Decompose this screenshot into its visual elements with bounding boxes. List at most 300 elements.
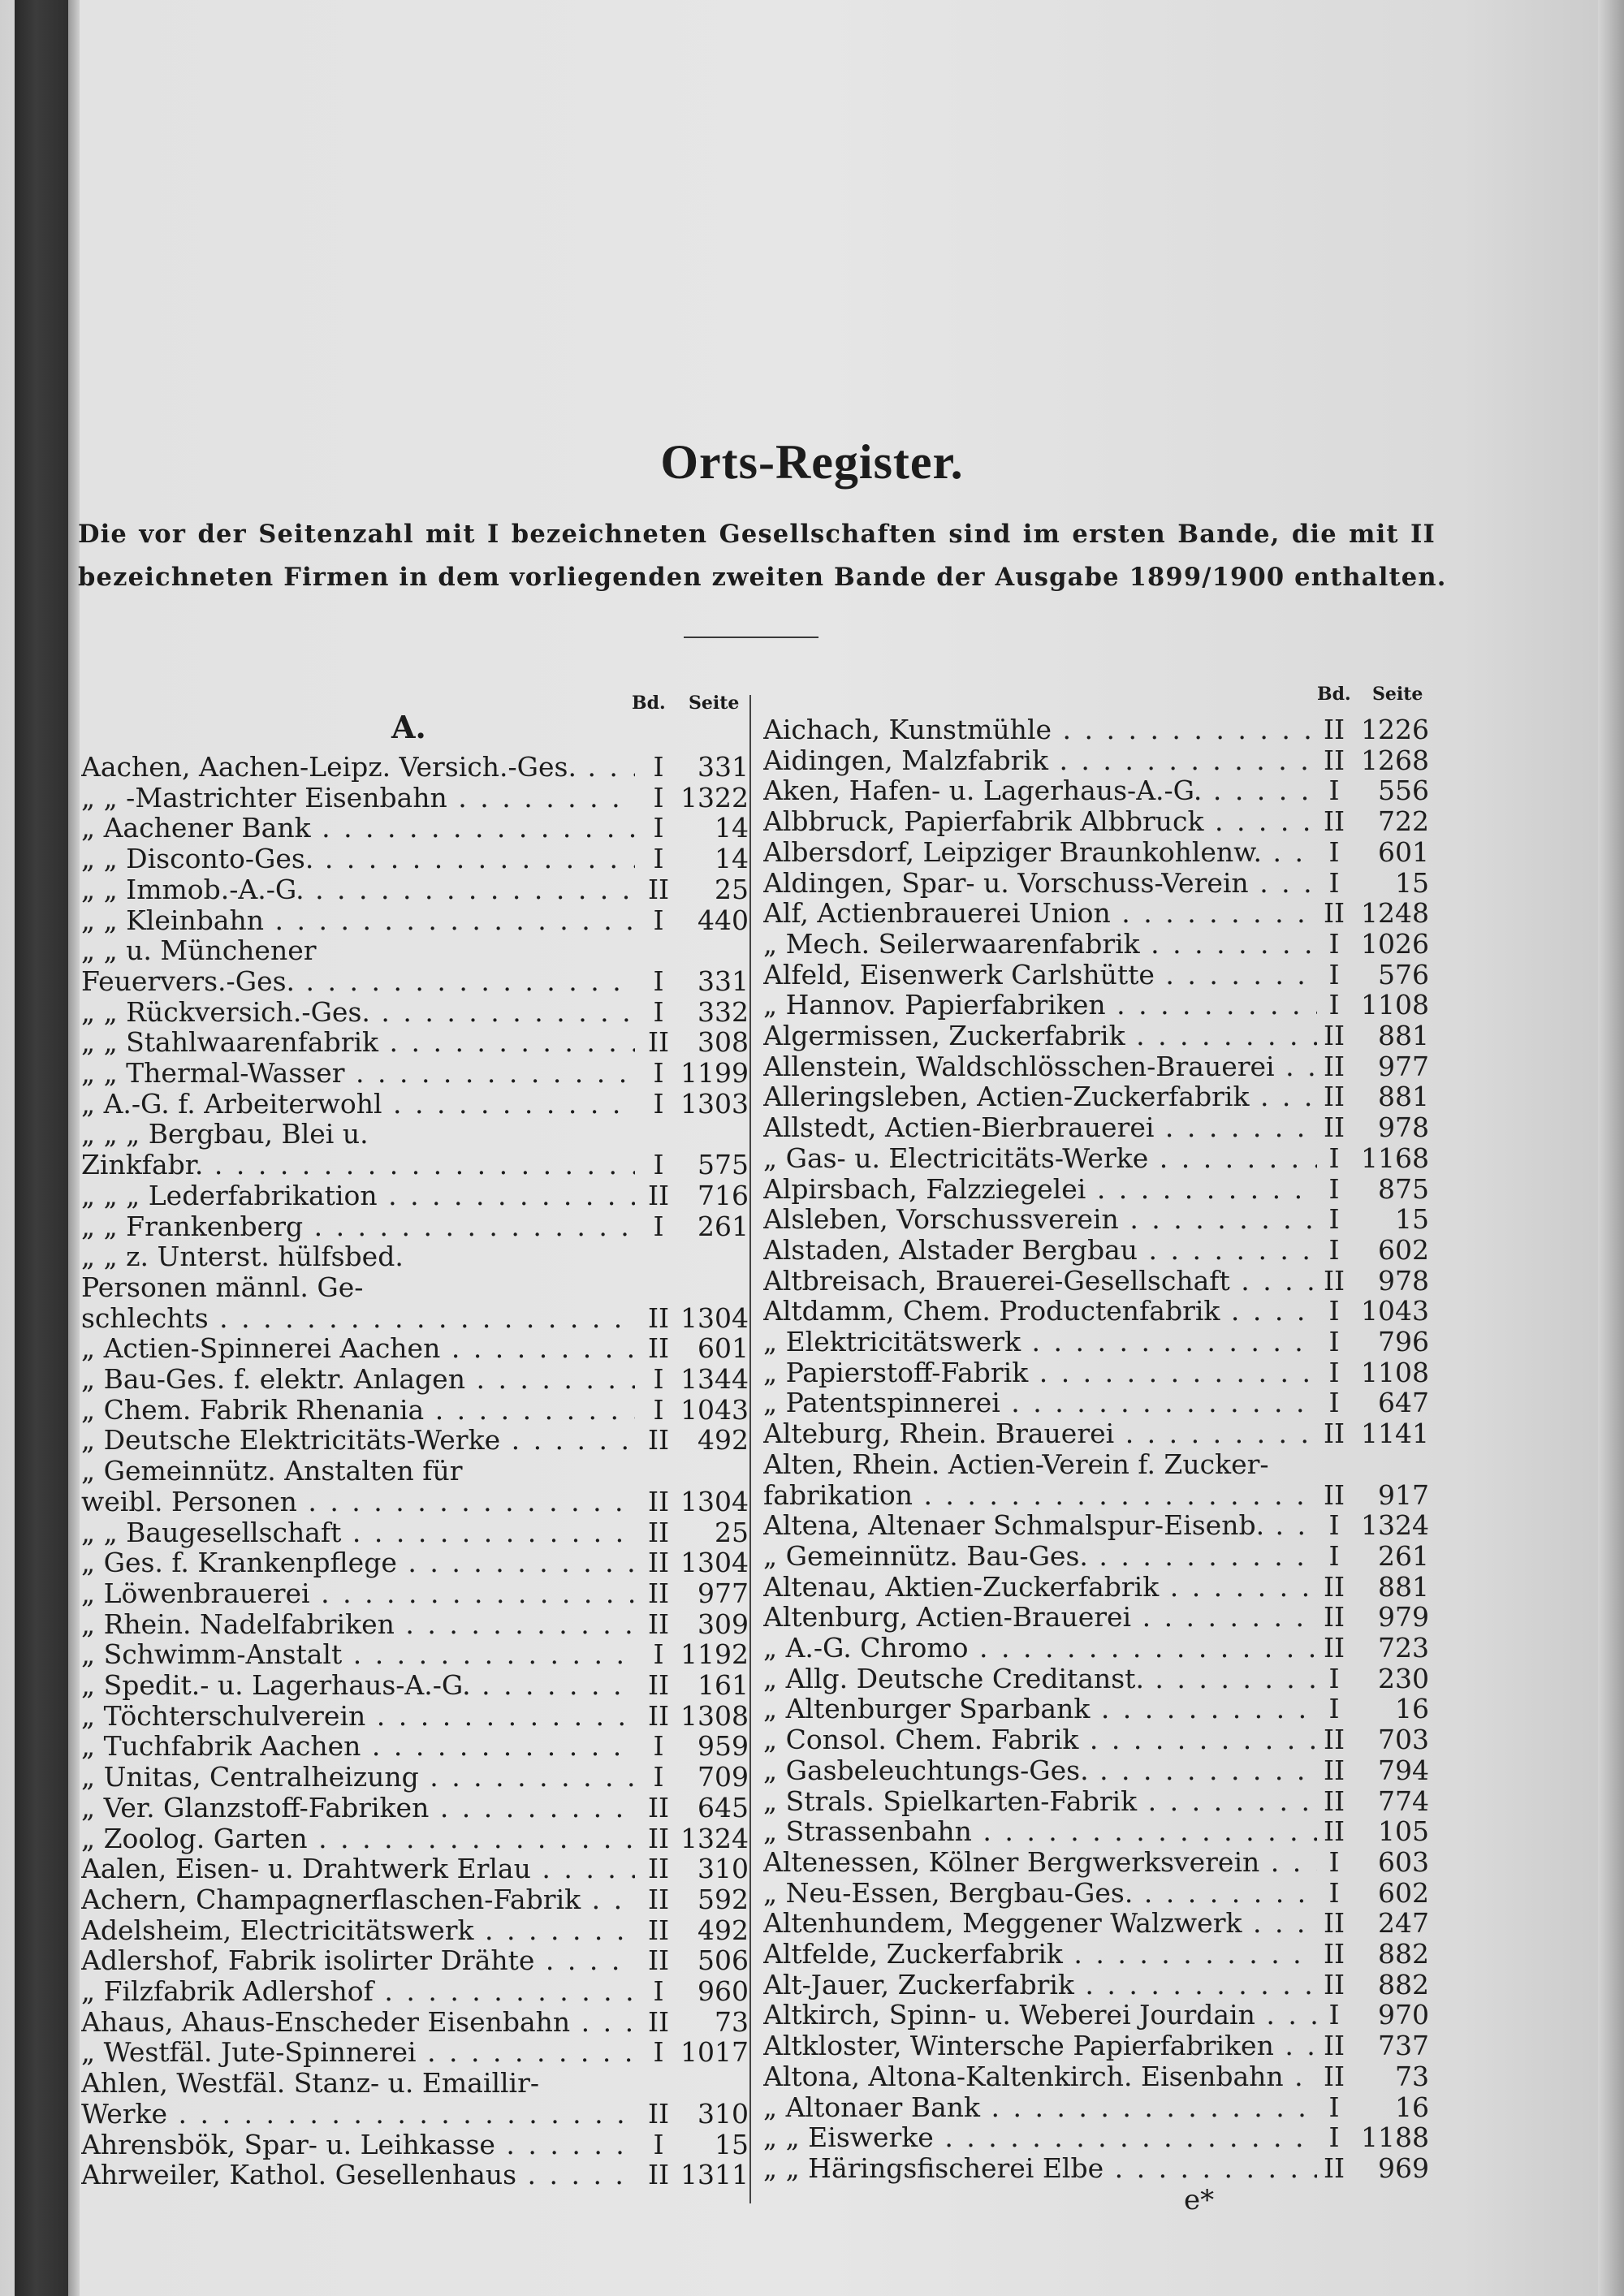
- entry-page: 1192: [680, 1638, 749, 1671]
- entry-volume: I: [1328, 958, 1340, 990]
- register-entry: [763, 1939, 1429, 1970]
- entry-page: 15: [715, 2128, 749, 2160]
- entry-name: Allstedt, Actien-Bierbrauerei . . .: [763, 1112, 1317, 1143]
- entry-name: Alteburg, Rhein. Brauerei . . .: [763, 1418, 1317, 1449]
- register-entry: [763, 714, 1429, 745]
- entry-page: 709: [698, 1761, 749, 1793]
- entry-volume: II: [1323, 1020, 1345, 1051]
- register-entry: [81, 1456, 749, 1487]
- entry-volume: II: [647, 1944, 670, 1977]
- entry-volume: I: [653, 1057, 664, 1089]
- entry-page: 16: [1395, 2091, 1429, 2123]
- entry-name: Aidingen, Malzfabrik . . .: [763, 745, 1317, 776]
- entry-page: 25: [715, 1516, 749, 1548]
- entry-volume: II: [1323, 1081, 1345, 1113]
- entry-page: 14: [715, 843, 749, 875]
- entry-volume: II: [1323, 2030, 1345, 2062]
- entry-name: „ Hannov. Papierfabriken . . .: [763, 990, 1317, 1021]
- register-entry: [763, 929, 1429, 960]
- register-entry: [81, 1915, 749, 1946]
- register-entry: [763, 1327, 1429, 1357]
- register-entry: [763, 1143, 1429, 1174]
- entry-name: Feuervers.-Ges. . . .: [81, 966, 635, 997]
- register-entry: [763, 1908, 1429, 1939]
- entry-volume: I: [1328, 1142, 1340, 1174]
- entry-name: Alleringsleben, Actien-Zuckerfabrik . . .: [763, 1081, 1317, 1112]
- entry-volume: II: [647, 2097, 670, 2130]
- entry-name: „ Tuchfabrik Aachen . . .: [81, 1731, 635, 1762]
- entry-volume: I: [1328, 927, 1340, 960]
- register-entry: [763, 1724, 1429, 1755]
- entry-name: „ Aachener Bank . . .: [81, 813, 635, 844]
- entry-volume: I: [653, 843, 664, 875]
- entry-name: Alsleben, Vorschussverein . . .: [763, 1204, 1317, 1235]
- register-entry: [763, 1755, 1429, 1786]
- entry-name: Altenhundem, Meggener Walzwerk . . .: [763, 1908, 1317, 1939]
- entry-page: 960: [698, 1975, 749, 2007]
- register-entry: [81, 1793, 749, 1823]
- entry-volume: I: [1328, 1172, 1340, 1205]
- entry-page: 1268: [1361, 744, 1429, 776]
- entry-page: 576: [1378, 958, 1429, 990]
- entry-volume: II: [1323, 1907, 1345, 1940]
- book-binding: [15, 0, 68, 2296]
- entry-page: 309: [698, 1608, 749, 1640]
- entry-name: „ „ Thermal-Wasser . . .: [81, 1058, 635, 1089]
- entry-page: 1304: [680, 1547, 749, 1579]
- register-entry: [81, 1180, 749, 1211]
- register-entry: [763, 2092, 1429, 2123]
- entry-volume: I: [1328, 2121, 1340, 2154]
- entry-name: Zinkfabr. . . .: [81, 1150, 635, 1180]
- entry-name: „ Chem. Fabrik Rhenania . . .: [81, 1395, 635, 1426]
- entry-volume: I: [1328, 2091, 1340, 2123]
- register-entry: [763, 2122, 1429, 2153]
- entry-page: 230: [1378, 1662, 1429, 1694]
- entry-page: 1043: [680, 1393, 749, 1426]
- register-entry: [81, 1578, 749, 1609]
- entry-volume: II: [1323, 2151, 1345, 2184]
- entry-page: 161: [698, 1669, 749, 1701]
- entry-page: 716: [698, 1179, 749, 1211]
- entry-page: 1304: [680, 1485, 749, 1517]
- entry-name: „ Löwenbrauerei . . .: [81, 1578, 635, 1609]
- entry-volume: II: [647, 1853, 670, 1885]
- right-header-seite: Seite: [1372, 684, 1423, 705]
- page-title: Orts-Register.: [660, 435, 964, 489]
- entry-volume: I: [653, 1087, 664, 1120]
- register-entry: [763, 1418, 1429, 1449]
- column-divider: [749, 695, 751, 2203]
- entry-page: 332: [698, 995, 749, 1028]
- entry-page: 917: [1378, 1478, 1429, 1511]
- register-entry: [763, 1510, 1429, 1541]
- register-entry: [81, 1364, 749, 1395]
- register-entry: [763, 1633, 1429, 1664]
- entry-page: 1304: [680, 1301, 749, 1334]
- register-entry: [763, 1878, 1429, 1909]
- entry-name: „ Patentspinnerei . . .: [763, 1388, 1317, 1418]
- entry-name: Altenau, Aktien-Zuckerfabrik . . .: [763, 1572, 1317, 1603]
- entry-page: 247: [1378, 1907, 1429, 1940]
- entry-name: „ Deutsche Elektricitäts-Werke . . .: [81, 1425, 635, 1456]
- entry-name: Alstaden, Alstader Bergbau . . .: [763, 1235, 1317, 1266]
- entry-name: „ Actien-Spinnerei Aachen . . .: [81, 1333, 635, 1364]
- entry-volume: II: [647, 1669, 670, 1701]
- entry-name: „ Zoolog. Garten . . .: [81, 1823, 635, 1854]
- entry-name: „ Unitas, Centralheizung . . .: [81, 1762, 635, 1793]
- entry-volume: II: [1323, 1050, 1345, 1082]
- entry-name: „ Rhein. Nadelfabriken . . .: [81, 1609, 635, 1640]
- register-entry: [81, 2007, 749, 2038]
- entry-volume: II: [1323, 1111, 1345, 1144]
- entry-page: 602: [1378, 1233, 1429, 1266]
- register-entry: [763, 745, 1429, 776]
- entry-volume: I: [653, 1393, 664, 1426]
- entry-page: 1311: [680, 2159, 749, 2191]
- entry-page: 73: [715, 2005, 749, 2038]
- register-entry: [81, 1395, 749, 1426]
- register-entry: [763, 2031, 1429, 2061]
- title-rule: [684, 637, 818, 638]
- register-entry: [81, 1487, 749, 1517]
- entry-volume: II: [647, 1424, 670, 1457]
- entry-volume: I: [653, 995, 664, 1028]
- entry-volume: I: [1328, 1356, 1340, 1388]
- register-entry: [763, 2061, 1429, 2092]
- entry-volume: I: [653, 1210, 664, 1242]
- entry-name: Altenburg, Actien-Brauerei . . .: [763, 1602, 1317, 1633]
- entry-page: 25: [715, 873, 749, 905]
- entry-name: Algermissen, Zuckerfabrik . . .: [763, 1021, 1317, 1051]
- entry-volume: I: [653, 1363, 664, 1395]
- entry-name: Altona, Altona-Kaltenkirch. Eisenbahn . . .: [763, 2061, 1317, 2092]
- register-entry: [763, 1449, 1429, 1480]
- entry-name: „ „ „ Lederfabrikation . . .: [81, 1180, 635, 1211]
- register-entry: [81, 1670, 749, 1701]
- entry-name: Altkloster, Wintersche Papierfabriken . . .: [763, 2031, 1317, 2061]
- intro-line-2: bezeichneten Firmen in dem vorliegenden zweiten Bande der Ausgabe 1899/1900 enthalten.: [78, 563, 1447, 592]
- entry-volume: I: [1328, 1662, 1340, 1694]
- entry-page: 970: [1378, 1999, 1429, 2031]
- entry-page: 601: [1378, 835, 1429, 868]
- register-entry: [81, 1701, 749, 1732]
- entry-name: „ „ Eiswerke . . .: [763, 2122, 1317, 2153]
- entry-page: 261: [1378, 1539, 1429, 1572]
- entry-name: Alfeld, Eisenwerk Carlshütte . . .: [763, 960, 1317, 990]
- entry-page: 881: [1378, 1570, 1429, 1603]
- entry-name: „ „ -Mastrichter Eisenbahn . . .: [81, 783, 635, 814]
- entry-volume: I: [653, 1149, 664, 1181]
- entry-name: fabrikation . . .: [763, 1480, 1317, 1511]
- entry-name: „ „ „ Bergbau, Blei u.: [81, 1119, 369, 1150]
- entry-name: „ Westfäl. Jute-Spinnerei . . .: [81, 2037, 635, 2068]
- entry-volume: I: [1328, 1203, 1340, 1236]
- entry-page: 1303: [680, 1087, 749, 1120]
- entry-page: 1168: [1361, 1142, 1429, 1174]
- entry-page: 492: [698, 1424, 749, 1457]
- entry-page: 1141: [1361, 1418, 1429, 1450]
- entry-name: „ Allg. Deutsche Creditanst. . . .: [763, 1664, 1317, 1694]
- entry-volume: II: [1323, 2060, 1345, 2092]
- entry-name: Aachen, Aachen-Leipz. Versich.-Ges. . . .: [81, 752, 635, 783]
- register-entry: [763, 1204, 1429, 1235]
- entry-page: 16: [1395, 1693, 1429, 1725]
- entry-name: „ „ z. Unterst. hülfsbed.: [81, 1241, 404, 1273]
- entry-page: 977: [698, 1577, 749, 1609]
- register-entry: [763, 1602, 1429, 1633]
- entry-name: „ Mech. Seilerwaarenfabrik . . .: [763, 929, 1317, 960]
- register-entry: [763, 1235, 1429, 1266]
- entry-page: 261: [698, 1210, 749, 1242]
- register-entry: [81, 1639, 749, 1670]
- entry-volume: II: [647, 873, 670, 905]
- entry-name: weibl. Personen . . .: [81, 1487, 635, 1517]
- entry-volume: I: [653, 812, 664, 844]
- register-entry: [81, 1823, 749, 1854]
- binding-shadow: [68, 0, 80, 2296]
- entry-volume: II: [1323, 1264, 1345, 1297]
- register-entry: [763, 1480, 1429, 1511]
- register-entry: [763, 1174, 1429, 1205]
- entry-page: 1324: [680, 1822, 749, 1854]
- right-header-bd: Bd.: [1317, 684, 1351, 705]
- entry-volume: II: [1323, 1632, 1345, 1664]
- register-entry: [81, 1150, 749, 1180]
- register-entry: [81, 966, 749, 997]
- entry-name: „ Strals. Spielkarten-Fabrik . . .: [763, 1786, 1317, 1817]
- register-entry: [81, 874, 749, 905]
- entry-name: „ Strassenbahn . . .: [763, 1816, 1317, 1847]
- entry-page: 331: [698, 751, 749, 783]
- entry-volume: II: [1323, 1724, 1345, 1756]
- register-entry: [763, 1081, 1429, 1112]
- register-entry: [81, 1425, 749, 1456]
- entry-page: 881: [1378, 1081, 1429, 1113]
- entry-name: Ahaus, Ahaus-Enscheder Eisenbahn . . .: [81, 2007, 635, 2038]
- register-entry: [81, 1731, 749, 1762]
- register-entry: [81, 1089, 749, 1120]
- entry-name: „ Gemeinnütz. Bau-Ges. . . .: [763, 1541, 1317, 1572]
- entry-volume: II: [647, 2159, 670, 2191]
- register-entry: [81, 1303, 749, 1334]
- entry-name: Ahrensbök, Spar- u. Leihkasse . . .: [81, 2130, 635, 2160]
- left-header-seite: Seite: [689, 693, 740, 714]
- entry-name: Aalen, Eisen- u. Drahtwerk Erlau . . .: [81, 1854, 635, 1884]
- register-entry: [763, 2000, 1429, 2031]
- entry-page: 882: [1378, 1938, 1429, 1970]
- register-entry: [81, 1884, 749, 1915]
- register-entry: [763, 1051, 1429, 1082]
- section-letter: A.: [391, 709, 426, 745]
- entry-name: „ Gemeinnütz. Anstalten für: [81, 1456, 463, 1487]
- entry-volume: II: [1323, 1938, 1345, 1970]
- entry-page: 1344: [680, 1363, 749, 1395]
- entry-volume: II: [1323, 897, 1345, 930]
- register-entry: [81, 1241, 749, 1272]
- register-entry: [81, 844, 749, 874]
- register-entry: [81, 2068, 749, 2099]
- register-entry: [763, 1786, 1429, 1817]
- register-entry: [81, 935, 749, 966]
- entry-page: 1199: [680, 1057, 749, 1089]
- register-entry: [81, 1272, 749, 1303]
- entry-volume: II: [647, 1608, 670, 1640]
- entry-page: 73: [1395, 2060, 1429, 2092]
- entry-volume: II: [647, 1577, 670, 1609]
- register-entry: [81, 1211, 749, 1242]
- entry-name: „ Ver. Glanzstoff-Fabriken . . .: [81, 1793, 635, 1823]
- register-entry: [81, 2099, 749, 2130]
- entry-name: Personen männl. Ge-: [81, 1271, 364, 1303]
- entry-name: „ „ Immob.-A.-G. . . .: [81, 874, 635, 905]
- entry-volume: II: [1323, 1570, 1345, 1603]
- entry-page: 737: [1378, 2030, 1429, 2062]
- entry-page: 601: [698, 1332, 749, 1365]
- entry-name: Altdamm, Chem. Productenfabrik . . .: [763, 1296, 1317, 1327]
- entry-page: 1308: [680, 1699, 749, 1732]
- entry-volume: II: [647, 1822, 670, 1854]
- entry-volume: I: [1328, 1693, 1340, 1725]
- entry-page: 1322: [680, 781, 749, 814]
- entry-name: „ „ Disconto-Ges. . . .: [81, 844, 635, 874]
- entry-volume: I: [653, 965, 664, 997]
- entry-volume: II: [647, 1699, 670, 1732]
- entry-name: „ Neu-Essen, Bergbau-Ges. . . .: [763, 1878, 1317, 1909]
- entry-page: 506: [698, 1944, 749, 1977]
- register-entry: [81, 1027, 749, 1058]
- entry-volume: II: [647, 1791, 670, 1823]
- entry-volume: II: [647, 1179, 670, 1211]
- entry-page: 1026: [1361, 927, 1429, 960]
- entry-name: „ „ Baugesellschaft . . .: [81, 1517, 635, 1548]
- entry-page: 979: [1378, 1601, 1429, 1634]
- page-edge-shadow: [1598, 0, 1624, 2296]
- register-entry: [763, 775, 1429, 806]
- entry-name: Ahrweiler, Kathol. Gesellenhaus . . .: [81, 2160, 635, 2190]
- entry-name: Ahlen, Westfäl. Stanz- u. Emaillir-: [81, 2068, 540, 2100]
- entry-page: 310: [698, 2097, 749, 2130]
- register-entry: [763, 1541, 1429, 1572]
- left-header-bd: Bd.: [632, 693, 666, 714]
- register-entry: [81, 1976, 749, 2007]
- entry-page: 14: [715, 812, 749, 844]
- entry-name: Altenessen, Kölner Bergwerksverein . . .: [763, 1847, 1317, 1878]
- register-entry: [81, 2130, 749, 2160]
- register-entry: [763, 898, 1429, 929]
- entry-volume: II: [647, 1332, 670, 1365]
- register-entry: [763, 1296, 1429, 1327]
- entry-volume: I: [653, 2036, 664, 2069]
- register-entry: [81, 1547, 749, 1578]
- entry-volume: II: [647, 1914, 670, 1946]
- entry-volume: I: [653, 1638, 664, 1671]
- register-entry: [763, 837, 1429, 868]
- entry-page: 703: [1378, 1724, 1429, 1756]
- entry-page: 1043: [1361, 1295, 1429, 1327]
- entry-name: Alt-Jauer, Zuckerfabrik . . .: [763, 1970, 1317, 2000]
- register-entry: [763, 2153, 1429, 2184]
- entry-volume: II: [1323, 805, 1345, 838]
- entry-volume: II: [1323, 714, 1345, 745]
- register-entry: [763, 1572, 1429, 1603]
- entry-name: „ „ Frankenberg . . .: [81, 1211, 635, 1242]
- entry-name: Aldingen, Spar- u. Vorschuss-Verein . . .: [763, 868, 1317, 899]
- entry-volume: I: [653, 1975, 664, 2007]
- entry-page: 723: [1378, 1632, 1429, 1664]
- entry-volume: II: [647, 2005, 670, 2038]
- entry-volume: II: [1323, 1968, 1345, 2000]
- entry-volume: II: [647, 1883, 670, 1915]
- entry-name: „ Schwimm-Anstalt . . .: [81, 1639, 635, 1670]
- register-entry: [81, 1333, 749, 1364]
- entry-page: 969: [1378, 2151, 1429, 2184]
- entry-volume: II: [647, 1485, 670, 1517]
- register-entry: [763, 1388, 1429, 1418]
- entry-name: Altfelde, Zuckerfabrik . . .: [763, 1939, 1317, 1970]
- entry-volume: I: [1328, 989, 1340, 1021]
- entry-page: 575: [698, 1149, 749, 1181]
- entry-volume: II: [647, 1516, 670, 1548]
- entry-name: Adlershof, Fabrik isolirter Drähte . . .: [81, 1945, 635, 1976]
- register-entry: [763, 1112, 1429, 1143]
- entry-page: 1248: [1361, 897, 1429, 930]
- entry-page: 875: [1378, 1172, 1429, 1205]
- entry-name: „ Altenburger Sparbank . . .: [763, 1694, 1317, 1724]
- entry-volume: II: [647, 1301, 670, 1334]
- entry-name: „ Altonaer Bank . . .: [763, 2092, 1317, 2123]
- entry-page: 1108: [1361, 989, 1429, 1021]
- register-entry: [763, 1021, 1429, 1051]
- entry-volume: I: [653, 1761, 664, 1793]
- entry-name: Altena, Altenaer Schmalspur-Eisenb. . . .: [763, 1510, 1317, 1541]
- register-entry: [81, 1517, 749, 1548]
- entry-name: „ Gas- u. Electricitäts-Werke . . .: [763, 1143, 1317, 1174]
- register-entry: [763, 1664, 1429, 1694]
- register-entry: [81, 813, 749, 844]
- entry-page: 440: [698, 904, 749, 936]
- register-entry: [81, 1609, 749, 1640]
- signature-mark: e*: [1184, 2184, 1215, 2216]
- entry-volume: II: [1323, 1815, 1345, 1848]
- entry-volume: I: [1328, 1233, 1340, 1266]
- entry-page: 602: [1378, 1876, 1429, 1909]
- entry-volume: I: [653, 1730, 664, 1763]
- entry-page: 774: [1378, 1785, 1429, 1817]
- entry-page: 881: [1378, 1020, 1429, 1051]
- entry-name: Albersdorf, Leipziger Braunkohlenw. . . .: [763, 837, 1317, 868]
- entry-volume: I: [1328, 1387, 1340, 1419]
- entry-name: „ A.-G. Chromo . . .: [763, 1633, 1317, 1664]
- entry-page: 796: [1378, 1326, 1429, 1357]
- entry-name: Alf, Actienbrauerei Union . . .: [763, 898, 1317, 929]
- entry-page: 15: [1395, 1203, 1429, 1236]
- entry-name: Aichach, Kunstmühle . . .: [763, 714, 1317, 745]
- entry-volume: I: [1328, 1539, 1340, 1572]
- entry-volume: I: [1328, 1295, 1340, 1327]
- entry-volume: II: [1323, 1754, 1345, 1786]
- entry-page: 882: [1378, 1968, 1429, 2000]
- entry-name: „ Bau-Ges. f. elektr. Anlagen . . .: [81, 1364, 635, 1395]
- register-entry: [763, 960, 1429, 990]
- register-entry: [81, 783, 749, 814]
- entry-name: „ „ Rückversich.-Ges. . . .: [81, 997, 635, 1028]
- entry-page: 978: [1378, 1111, 1429, 1144]
- register-entry: [81, 1945, 749, 1976]
- entry-name: Altbreisach, Brauerei-Gesellschaft . . .: [763, 1266, 1317, 1297]
- entry-volume: II: [647, 1547, 670, 1579]
- entry-volume: I: [1328, 1876, 1340, 1909]
